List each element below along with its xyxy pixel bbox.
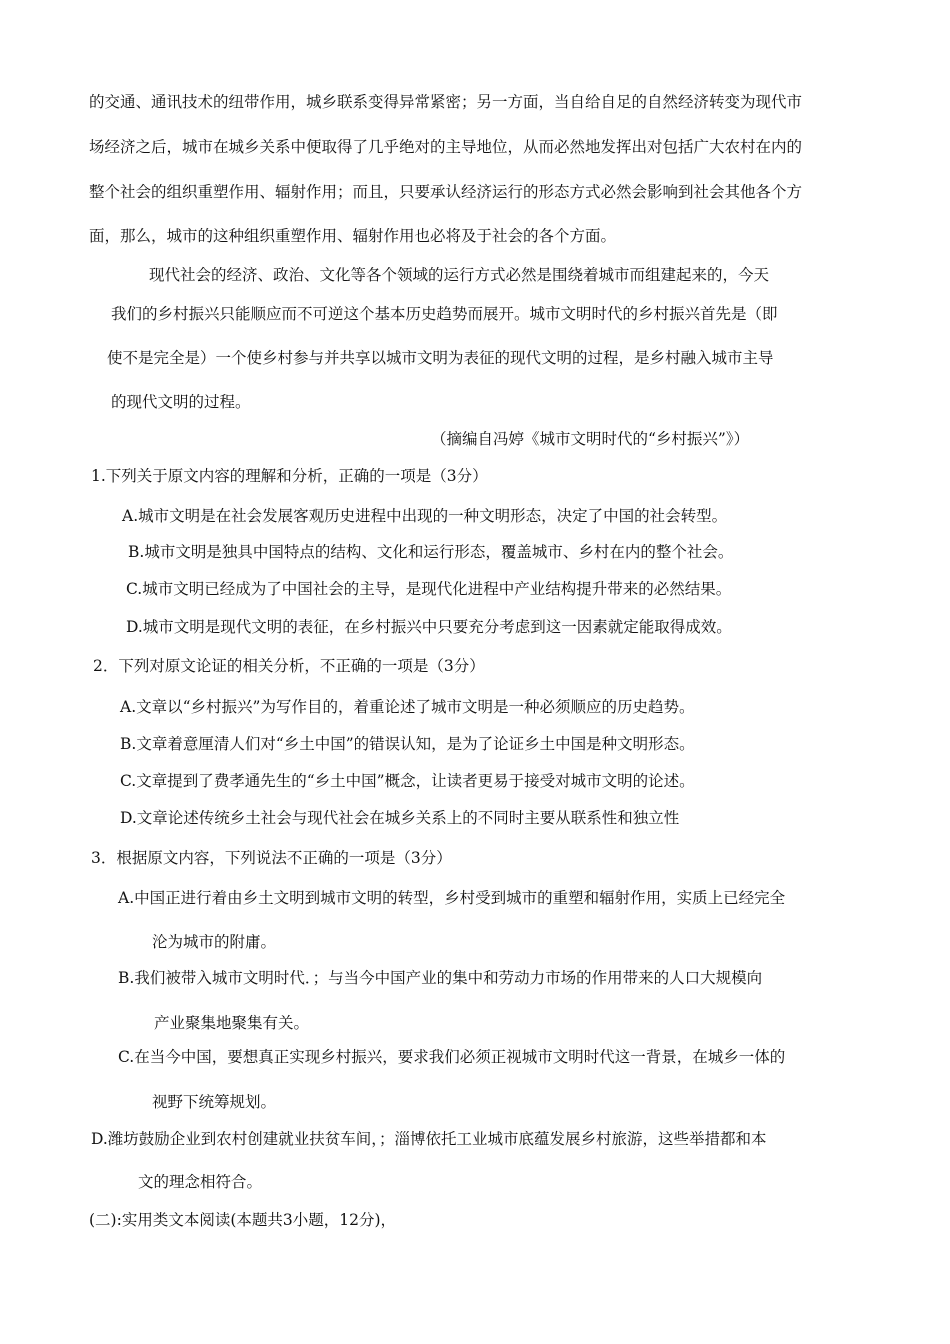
passage-line: 面，那么，城市的这种组织重塑作用、辐射作用也必将及于社会的各个方面。 <box>89 227 617 245</box>
passage-line: 我们的乡村振兴只能顺应而不可逆这个基本历史趋势而展开。城市文明时代的乡村振兴首先是（即 <box>111 305 778 323</box>
option-b: B.城市文明是独具中国特点的结构、文化和运行形态，覆盖城市、乡村在内的整个社会。 <box>128 543 734 561</box>
question-stem: 3．根据原文内容，下列说法不正确的一项是（3分） <box>91 849 452 867</box>
question-stem: 1.下列关于原文内容的理解和分析，正确的一项是（3分） <box>91 467 488 485</box>
passage-line: 的现代文明的过程。 <box>111 393 251 411</box>
option-d: D.潍坊鼓励企业到农村创建就业扶贫车间，；淄博依托工业城市底蕴发展乡村旅游，这些举措都和本 <box>91 1130 767 1148</box>
option-a: A.中国正进行着由乡土文明到城市文明的转型，乡村受到城市的重塑和辐射作用，实质上已经完全 <box>118 889 786 907</box>
section-heading: (二):实用类文本阅读(本题共3小题，12分)， <box>89 1211 396 1229</box>
option-a: A.城市文明是在社会发展客观历史进程中出现的一种文明形态，决定了中国的社会转型。 <box>122 507 728 525</box>
option-d: D.文章论述传统乡土社会与现代社会在城乡关系上的不同时主要从联系性和独立性 <box>120 809 680 827</box>
question-stem: 2．下列对原文论证的相关分析，不正确的一项是（3分） <box>93 657 485 675</box>
option-c: C.城市文明已经成为了中国社会的主导，是现代化进程中产业结构提升带来的必然结果。 <box>126 580 732 598</box>
option-a: A.文章以“乡村振兴”为写作目的，着重论述了城市文明是一种必须顺应的历史趋势。 <box>120 698 695 716</box>
option-a-cont: 沦为城市的附庸。 <box>152 933 277 951</box>
option-b: B.我们被带入城市文明时代．；与当今中国产业的集中和劳动力市场的作用带来的人口大规模向 <box>118 969 763 987</box>
option-c: C.在当今中国，要想真正实现乡村振兴，要求我们必须正视城市文明时代这一背景，在城乡一体的 <box>118 1048 786 1066</box>
option-c: C.文章提到了费孝通先生的“乡土中国”概念，让读者更易于接受对城市文明的论述。 <box>120 772 695 790</box>
option-c-cont: 视野下统筹规划。 <box>152 1093 277 1111</box>
passage-line: 现代社会的经济、政治、文化等各个领域的运行方式必然是围绕着城市而组建起来的，今天 <box>149 266 770 284</box>
passage-line: 的交通、通讯技术的纽带作用，城乡联系变得异常紧密；另一方面，当自给自足的自然经济转变为现代市 <box>89 93 803 111</box>
passage-line: 使不是完全是）一个使乡村参与并共享以城市文明为表征的现代文明的过程，是乡村融入城市主导 <box>107 349 774 367</box>
option-d: D.城市文明是现代文明的表征，在乡村振兴中只要充分考虑到这一因素就定能取得成效。 <box>126 618 732 636</box>
passage-line: 整个社会的组织重塑作用、辐射作用；而且，只要承认经济运行的形态方式必然会影响到社会其他各个方 <box>89 183 803 201</box>
option-d-cont: 文的理念相符合。 <box>138 1173 263 1191</box>
option-b-cont: 产业聚集地聚集有关。 <box>154 1014 310 1032</box>
passage-line: 场经济之后，城市在城乡关系中便取得了几乎绝对的主导地位，从而必然地发挥出对包括广大农村在内的 <box>89 138 803 156</box>
source-citation: （摘编自冯婷《城市文明时代的“乡村振兴”》） <box>431 430 750 448</box>
option-b: B.文章着意厘清人们对“乡土中国”的错误认知，是为了论证乡土中国是种文明形态。 <box>120 735 695 753</box>
